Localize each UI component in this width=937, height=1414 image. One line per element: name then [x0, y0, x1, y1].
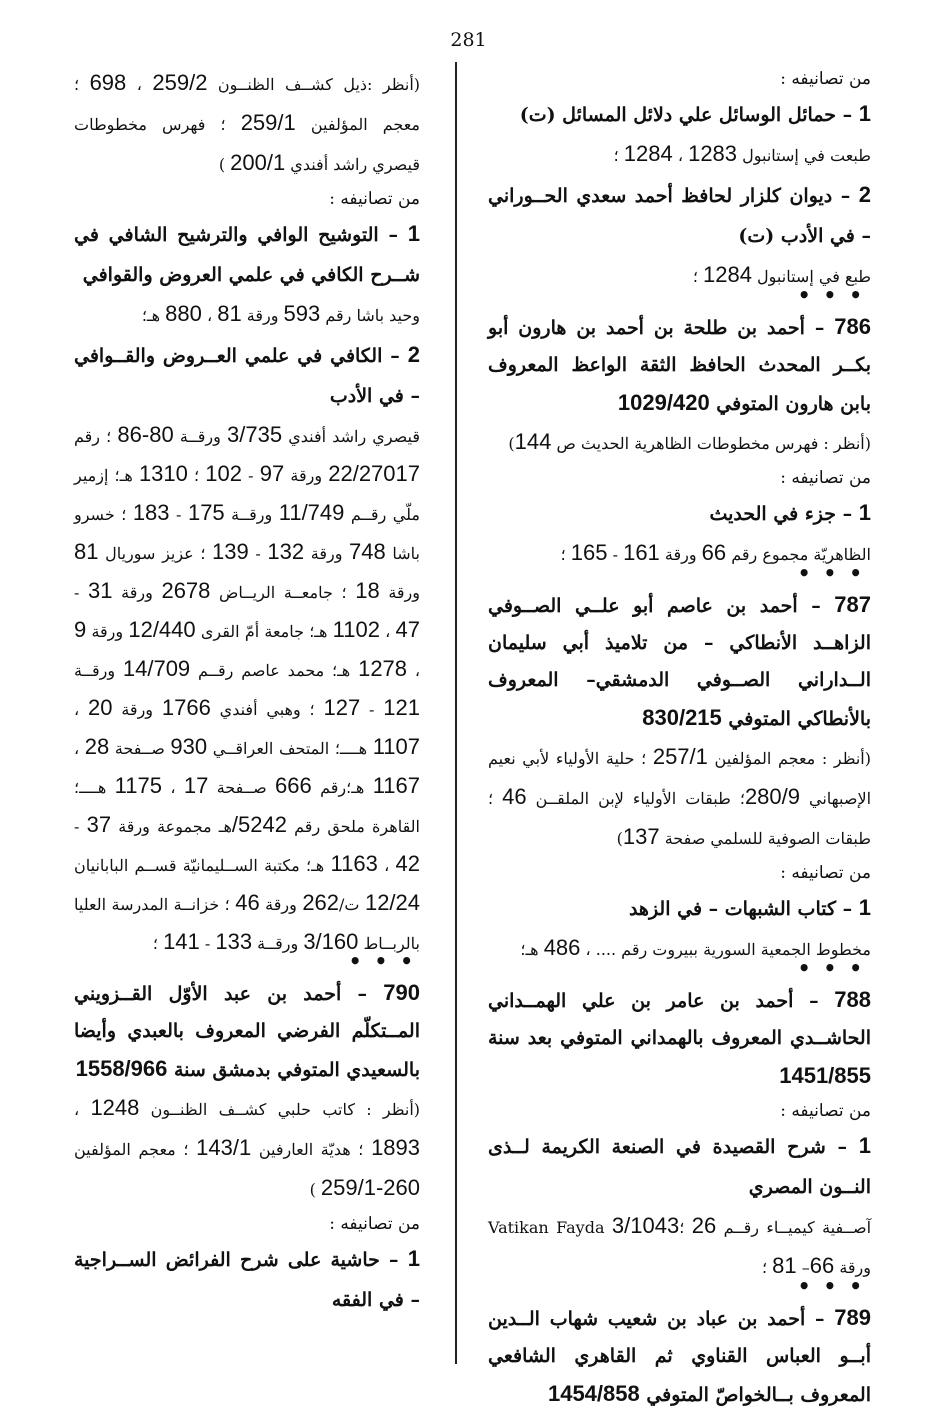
work-title: 1 – حاشية على شرح الفرائض الســراجية – في الفقه: [74, 1246, 420, 1311]
works-heading: من تصانيفه :: [780, 69, 871, 89]
work-title: 1 – التوشيح الوافي والترشيح الشافي في شــرح الكافي في علمي العروض والقوافي: [74, 221, 420, 286]
works-heading: من تصانيفه :: [780, 1101, 871, 1121]
column-divider: [455, 62, 457, 1364]
manuscript-note: وحيد باشا رقم 593 ورقة 81 ، 880 هـ؛: [141, 301, 420, 326]
right-column: [488, 64, 871, 1414]
work-title: 1 – كتاب الشبهات – في الزهد: [628, 895, 871, 920]
source-reference: (أنظر : كاتب حلبي كشــف الظنــون 1248 ، 1893 ؛ هديّة العارفين 143/1 ؛ معجم المؤلفين 260-259/1 ): [74, 1095, 421, 1200]
biography-entry-788: 788 – أحمد بن عامر بن علي الهمــداني الحاشــدي المعروف بالهمداني المتوفي بعد سنة 1451/855: [488, 987, 871, 1088]
section-separator: • • •: [797, 561, 865, 585]
manuscript-note: طبعت في إستانبول 1283 ، 1284 ؛: [613, 141, 871, 166]
works-heading: من تصانيفه :: [329, 189, 420, 209]
work-title: 2 – الكافي في علمي العــروض والقــوافي – في الأدب: [74, 342, 420, 407]
section-separator: • • •: [348, 949, 416, 973]
biography-entry-786: 786 – أحمد بن طلحة بن أحمد بن هارون أبو بكــر المحدث الحافظ الثقة الواعظ المعروف بابن هارون المتوفي 1029/420: [488, 314, 871, 415]
work-title: 1 – شرح القصيدة في الصنعة الكريمة لــذى النــون المصري: [488, 1133, 871, 1198]
manuscript-note: آصــفية كيميــاء رقــم 26 ؛Vatikan Fayda 3/1043 ورقة 66– 81 ؛: [488, 1213, 872, 1278]
manuscript-list: قيصري راشد أفندي 3/735 ورقــة 80-86 ؛ رقم 22/27017 ورقة 97 - 102 ؛ 1310 هـ؛ إزمير ملّي رقــم 11/749 ورقــة 175 - 183 ؛ خسرو باشا 748 ورقة 132 - 139 ؛ عزيز سوريال 81 ورقة 18 ؛ جامعــة الريــاض 2678 ورقة 31 - 47 ، 1102 هـ؛ جامعة أمّ القرى 12/440 ورقة 9 ، 1278 هـ؛ محمد عاصم رقــم 14/709 ورقــة 121 - 127 ؛ وهبي أفندي 1766 ورقة 20 ، 1107 هــــ؛ المتحف العراقــي 930 صــفحة 28 ، 1167 هـ؛رقم 666 صــفحة 17 ، 1175 هــــ؛ القاهرة ملحق رقم 5242/هـ مجموعة ورقة 37 - 42 ، 1163 هـ؛ مكتبة الســليمانيّة قســم البابانيان 12/24 ت/262 ورقة 46 ؛ خزانــة المدرسة العليا بالربــاط 3/160 ورقــة 133 - 141 ؛: [74, 422, 421, 954]
manuscript-note: مخطوط الجمعية السورية ببيروت رقم .... ، 486 هـ؛: [520, 935, 871, 960]
section-separator: • • •: [797, 1274, 865, 1298]
manuscript-note: طبع في إستانبول 1284 ؛: [692, 262, 871, 287]
biography-entry-790: 790 – أحمد بن عبد الأوّل القــزويني المــتكلّم الفرضي المعروف بالعبدي وأيضا بالسعيدي المتوفي بدمشق سنة 1558/966: [74, 980, 420, 1081]
works-heading: من تصانيفه :: [780, 863, 871, 883]
work-title: 2 – ديوان كلزار لحافظ أحمد سعدي الحــوراني – في الأدب (ت): [488, 182, 871, 247]
manuscript-note: الظاهريّة مجموع رقم 66 ورقة 161 - 165 ؛: [560, 540, 871, 565]
section-separator: • • •: [797, 956, 865, 980]
work-title: 1 – حمائل الوسائل علي دلائل المسائل (ت): [519, 101, 871, 126]
work-title: 1 – جزء في الحديث: [709, 500, 871, 525]
source-reference: (أنظر :ذيل كشــف الظنــون 259/2 ، 698 ؛ معجم المؤلفين 259/1 ؛ فهرس مخطوطات قيصري راشد أفندي 200/1 ): [74, 70, 421, 175]
page-number: 281: [450, 29, 487, 51]
section-separator: • • •: [797, 283, 865, 307]
biography-entry-789: 789 – أحمد بن عباد بن شعيب شهاب الــدين أبــو العباس القناوي ثم القاهري الشافعي المعروف بــالخواصّ المتوفي 1454/858: [488, 1305, 871, 1406]
works-heading: من تصانيفه :: [329, 1214, 420, 1234]
left-column: [74, 64, 420, 1320]
source-reference: (أنظر : فهرس مخطوطات الظاهرية الحديث ص 144): [508, 429, 871, 454]
source-reference: (أنظر : معجم المؤلفين 257/1 ؛ حلية الأولياء لأبي نعيم الإصبهاني 280/9؛ طبقات الأولياء لإبن الملقــن 46 ؛ طبقات الصوفية للسلمي صفحة 137): [488, 744, 872, 849]
biography-entry-787: 787 – أحمد بن عاصم أبو علــي الصــوفي الزاهــد الأنطاكي – من تلاميذ أبي سليمان الــداراني الصــوفي الدمشقي– المعروف بالأنطاكي المتوفي 830/215: [488, 592, 871, 730]
works-heading: من تصانيفه :: [780, 468, 871, 488]
